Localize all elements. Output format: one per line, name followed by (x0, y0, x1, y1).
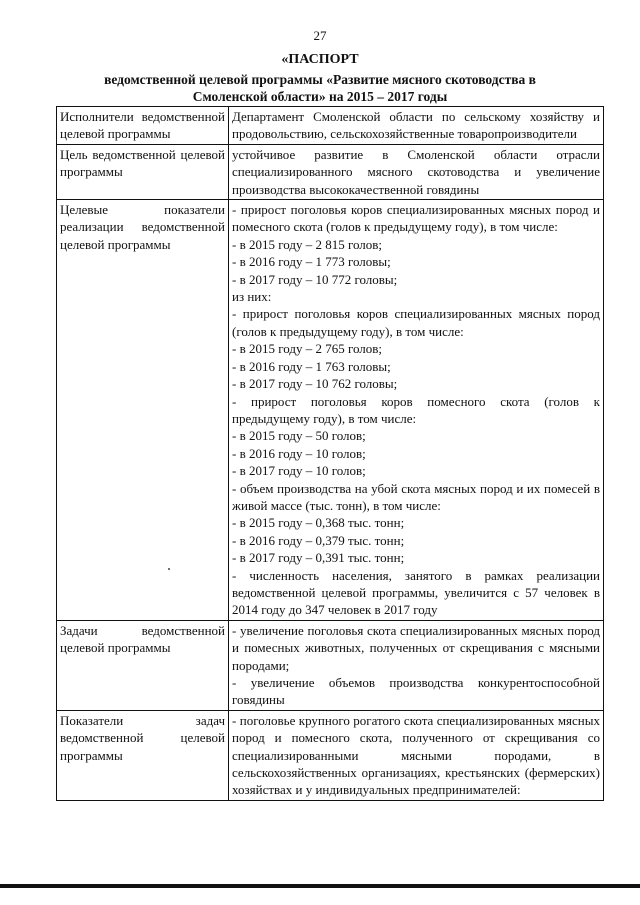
table-row-executors (57, 107, 604, 145)
list-item: - прирост поголовья коров специализированных мясных пород и помесного скота (голов к предыдущему году), в том числе: (232, 202, 600, 235)
list-item: - в 2017 году – 10 762 головы; (232, 376, 398, 392)
list-item: - в 2015 году – 0,368 тыс. тонн; (232, 515, 405, 531)
scan-speck (168, 568, 170, 570)
list-item: - в 2016 году – 1 773 головы; (232, 254, 391, 270)
subtitle-line-2: Смоленской области» на 2015 – 2017 годы (192, 89, 448, 104)
list-item: - поголовье крупного рогатого скота специализированных мясных пород и помесного скота, полученного от скрещивания со специализированными мясными породами, в сельскохозяйственных организациях, крестьянских (фермерских) хозяйствах и у индивидуальных предпринимателей: (232, 712, 600, 798)
list-item: - численность населения, занятого в рамках реализации ведомственной целевой программы, увеличится с 57 человек в 2014 году до 347 человек в 2017 году (232, 567, 600, 618)
list-item: - в 2016 году – 0,379 тыс. тонн; (232, 532, 405, 548)
document-title: «ПАСПОРТ (281, 52, 359, 67)
table-row-target-indicators (57, 200, 604, 621)
list-item: - в 2015 году – 50 голов; (232, 428, 366, 444)
table-row-goal (57, 144, 604, 199)
list-item: - увеличение объемов производства конкурентоспособной говядины (232, 675, 600, 708)
row-label: Задачи ведомственной целевой программы (57, 620, 229, 710)
row-value: Департамент Смоленской области по сельскому хозяйству и продовольствию, сельскохозяйственные товаропроизводители (229, 107, 604, 145)
list-item: - в 2016 году – 10 голов; (232, 445, 366, 461)
list-item: - прирост поголовья коров специализированных мясных пород (голов к предыдущему году), в том числе: (232, 306, 600, 339)
row-value (229, 200, 604, 621)
subtitle-line-1: ведомственной целевой программы «Развитие мясного скотоводства в (104, 72, 536, 87)
bottom-rule (0, 884, 640, 888)
list-item: - в 2017 году – 10 голов; (232, 463, 366, 479)
row-label: Исполнители ведомственной целевой программы (57, 107, 229, 145)
passport-table (56, 106, 604, 801)
list-item: - в 2015 году – 2 815 голов; (232, 236, 383, 252)
row-value (229, 710, 604, 800)
row-label: Показатели задач ведомственной целевой программы (57, 710, 229, 800)
list-item: - прирост поголовья коров помесного скота (голов к предыдущему году), в том числе: (232, 393, 600, 426)
row-value (229, 620, 604, 710)
row-label: Целевые показатели реализации ведомственной целевой программы (57, 200, 229, 621)
list-item: - в 2015 году – 2 765 голов; (232, 341, 383, 357)
list-item: - в 2017 году – 0,391 тыс. тонн; (232, 550, 405, 566)
row-value: устойчивое развитие в Смоленской области отрасли специализированного мясного скотоводства и увеличение производства высококачественной говядины (229, 144, 604, 199)
list-item: - в 2017 году – 10 772 головы; (232, 271, 398, 287)
list-item: - объем производства на убой скота мясных пород и их помесей в живой массе (тыс. тонн), в том числе: (232, 480, 600, 513)
document-subtitle (0, 71, 640, 105)
table-row-tasks (57, 620, 604, 710)
row-label: Цель ведомственной целевой программы (57, 144, 229, 199)
list-item: - в 2016 году – 1 763 головы; (232, 358, 391, 374)
list-item: из них: (232, 289, 272, 305)
page-number: 27 (313, 28, 327, 43)
table-row-task-indicators (57, 710, 604, 800)
list-item: - увеличение поголовья скота специализированных мясных пород и помесных животных, полученных от скрещивания с мясными породами; (232, 622, 600, 673)
